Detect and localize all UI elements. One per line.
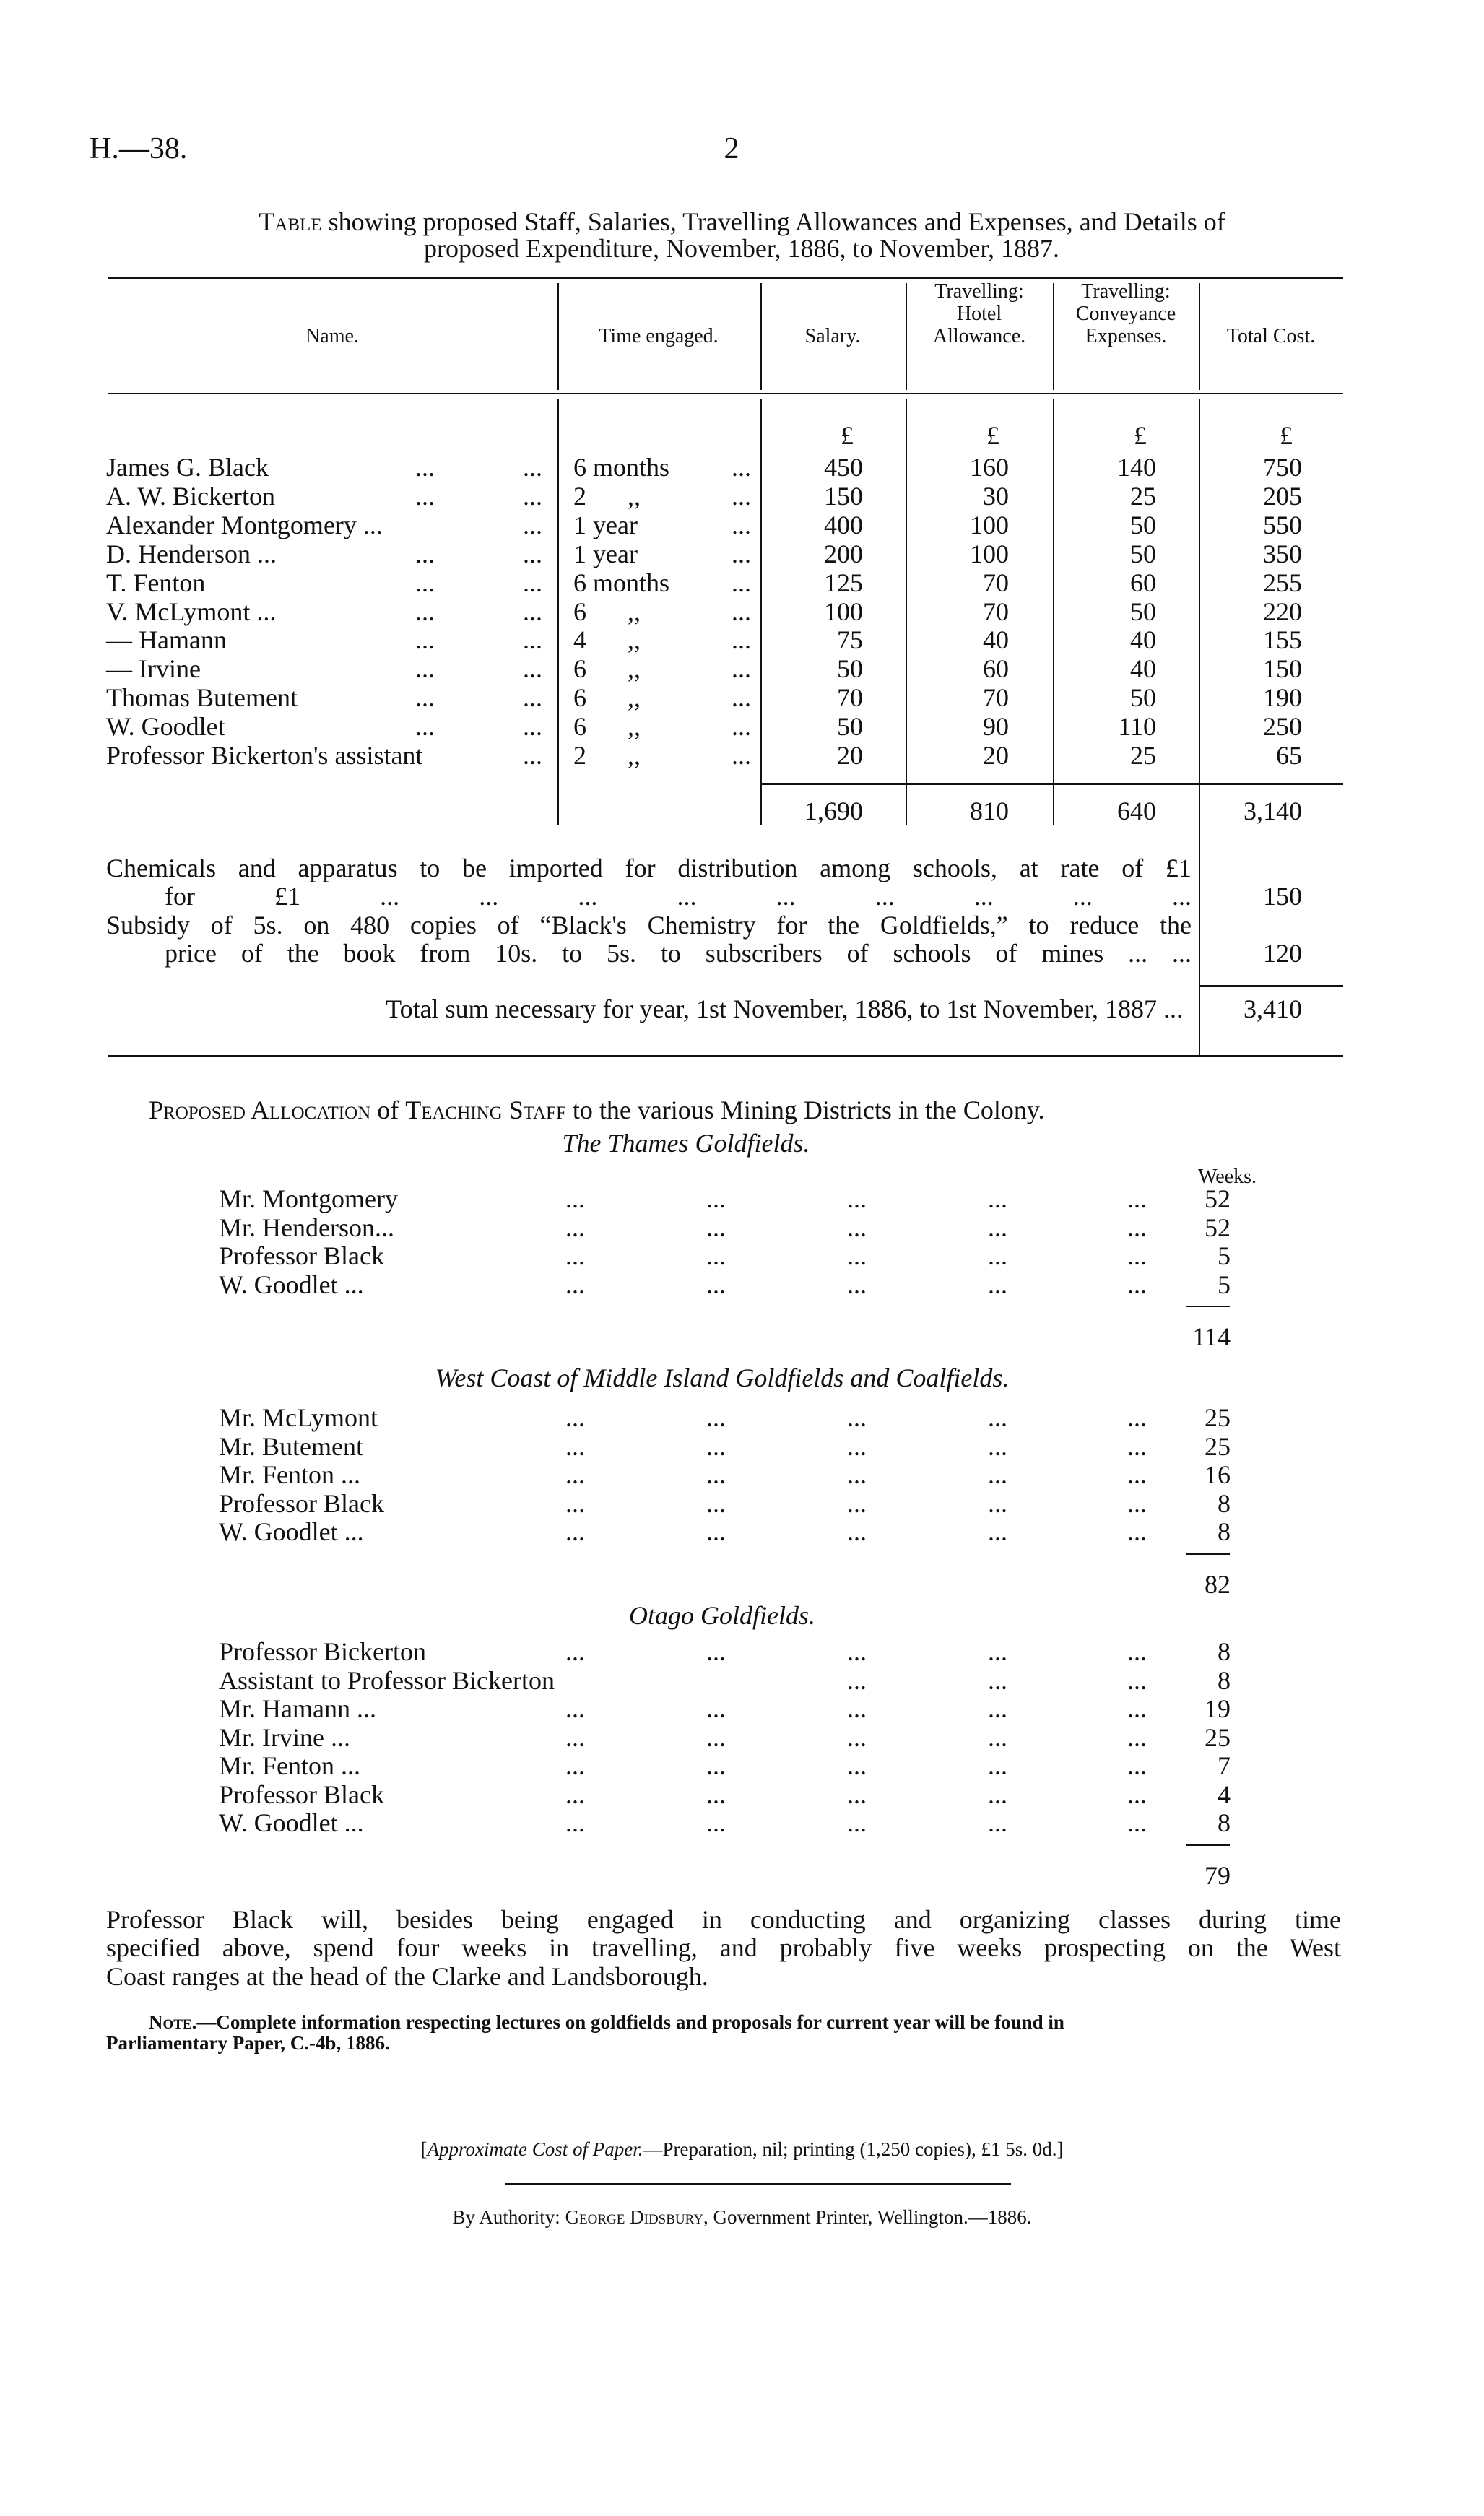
total-conveyance: 640 [1117, 797, 1156, 825]
conveyance-expenses: 140 [1117, 453, 1156, 482]
leader-dots: ... [565, 1779, 585, 1809]
allocation-name: Professor Black [219, 1488, 384, 1518]
leader-dots: ... [732, 654, 751, 684]
allocation-name: Professor Black [219, 1779, 384, 1809]
time-engaged: 1 year [573, 510, 638, 539]
leader-dots: ... [706, 1779, 726, 1809]
leader-dots: ... [988, 1722, 1007, 1752]
leader-dots: ... [847, 1722, 867, 1752]
column-header: Allowance. [932, 324, 1026, 347]
leader-dots: ... [847, 1779, 867, 1809]
table-header-rule [108, 393, 1343, 394]
leader-dots: ... [847, 1213, 867, 1242]
conveyance-expenses: 50 [1130, 683, 1156, 713]
leader-dots: ... [565, 1488, 585, 1518]
leader-dots: ... [988, 1665, 1007, 1695]
leader-dots: ... [988, 1213, 1007, 1242]
text-part: George Didsbury [565, 2206, 703, 2228]
hotel-allowance: 100 [970, 510, 1009, 539]
hotel-allowance: 70 [983, 597, 1009, 626]
allocation-weeks: 8 [1218, 1517, 1231, 1546]
allocation-weeks: 8 [1218, 1488, 1231, 1518]
text-part: Approximate Cost of Paper. [427, 2138, 643, 2160]
time-engaged: 6 months [573, 568, 670, 597]
leader-dots: ... [415, 712, 435, 742]
leader-dots: ... [523, 654, 542, 684]
conveyance-expenses: 40 [1130, 625, 1156, 655]
total-cost: 350 [1263, 539, 1302, 568]
leader-dots: ... [1127, 1779, 1147, 1809]
allocation-name: Mr. Butement [219, 1431, 363, 1461]
allocation-weeks: 8 [1218, 1665, 1231, 1695]
closing-paragraph-line: Coast ranges at the head of the Clarke and Landsborough. [106, 1962, 708, 1991]
leader-dots: ... [847, 1270, 867, 1299]
text-part: Proposed Allocation [149, 1096, 371, 1124]
leader-dots: ... [988, 1751, 1007, 1780]
salary: 75 [837, 625, 863, 655]
district-title: West Coast of Middle Island Goldfields and Coalfields. [435, 1363, 1010, 1392]
column-header: Travelling: [934, 279, 1024, 303]
extra-item-text: Subsidy of 5s. on 480 copies of “Black's Chemistry for the Goldfields,” to reduce the [106, 911, 1192, 940]
leader-dots: ... [988, 1241, 1007, 1270]
extra-item-text: price of the book from 10s. to 5s. to subscribers of schools of mines ... ... [165, 939, 1192, 968]
leader-dots: ... [1127, 1517, 1147, 1546]
conveyance-expenses: 50 [1130, 597, 1156, 626]
time-engaged: 1 year [573, 539, 638, 568]
staff-name: — Hamann [106, 625, 227, 655]
staff-name: Thomas Butement [106, 683, 298, 713]
text-part: By Authority: [452, 2206, 565, 2228]
allocation-name: Mr. Montgomery [219, 1184, 398, 1213]
hotel-allowance: 30 [983, 481, 1009, 511]
salary: 70 [837, 683, 863, 713]
district-total-weeks: 82 [1205, 1569, 1231, 1599]
time-engaged: 6 months [573, 453, 670, 482]
hotel-allowance: 90 [983, 712, 1009, 742]
conveyance-expenses: 50 [1130, 539, 1156, 568]
leader-dots: ... [1127, 1431, 1147, 1461]
time-engaged: 6 ,, [573, 683, 641, 713]
leader-dots: ... [1127, 1722, 1147, 1752]
leader-dots: ... [565, 1431, 585, 1461]
column-header: Travelling: [1081, 279, 1171, 303]
leader-dots: ... [1127, 1694, 1147, 1723]
text-part: to the various Mining Districts in the Colony. [565, 1096, 1045, 1124]
leader-dots: ... [523, 539, 542, 568]
allocation-weeks: 25 [1205, 1403, 1231, 1432]
leader-dots: ... [847, 1665, 867, 1695]
text-part: Teaching Staff [405, 1096, 566, 1124]
salary: 50 [837, 712, 863, 742]
currency-symbol: £ [841, 421, 854, 450]
time-engaged: 2 ,, [573, 741, 641, 770]
column-header: Total Cost. [1226, 324, 1316, 347]
column-divider [557, 399, 559, 825]
leader-dots: ... [732, 539, 751, 568]
table-bottom-rule [108, 1055, 1343, 1057]
closing-paragraph-line: specified above, spend four weeks in travelling, and probably five weeks prospecting on the West [106, 1933, 1341, 1962]
extra-item-amount: 120 [1263, 939, 1302, 968]
leader-dots: ... [706, 1722, 726, 1752]
allocation-weeks: 5 [1218, 1270, 1231, 1299]
district-title: The Thames Goldfields. [562, 1129, 810, 1158]
salary: 100 [824, 597, 863, 626]
leader-dots: ... [988, 1637, 1007, 1666]
allocation-weeks: 5 [1218, 1241, 1231, 1270]
leader-dots: ... [847, 1517, 867, 1546]
text-part: —Preparation, nil; printing (1,250 copies), £1 5s. 0d.] [643, 2138, 1064, 2160]
extra-item-text: Chemicals and apparatus to be imported for distribution among schools, at rate of £1 [106, 854, 1192, 882]
leader-dots: ... [1127, 1665, 1147, 1695]
salary: 450 [824, 453, 863, 482]
imprint [0, 2203, 1484, 2231]
leader-dots: ... [1127, 1751, 1147, 1780]
leader-dots: ... [523, 481, 542, 511]
leader-dots: ... [415, 453, 435, 482]
total-cost-sum: 3,140 [1244, 797, 1302, 825]
column-header: Conveyance [1075, 302, 1176, 325]
leader-dots: ... [1127, 1213, 1147, 1242]
total-cost: 750 [1263, 453, 1302, 482]
allocation-weeks: 25 [1205, 1722, 1231, 1752]
staff-name: James G. Black [106, 453, 269, 482]
staff-name: T. Fenton [106, 568, 206, 597]
text-part: of [370, 1096, 406, 1124]
closing-paragraph-line: Professor Black will, besides being engaged in conducting and organizing classes during time [106, 1905, 1341, 1934]
staff-name: — Irvine [106, 654, 201, 684]
cost-of-paper [0, 2135, 1484, 2164]
leader-dots: ... [523, 741, 542, 770]
leader-dots: ... [565, 1460, 585, 1489]
leader-dots: ... [1127, 1270, 1147, 1299]
text-part: Table [259, 207, 329, 236]
salary: 20 [837, 741, 863, 770]
allocation-weeks: 8 [1218, 1637, 1231, 1666]
leader-dots: ... [732, 625, 751, 655]
leader-dots: ... [706, 1184, 726, 1213]
allocation-name: Professor Black [219, 1241, 384, 1270]
currency-symbol: £ [1280, 421, 1293, 450]
leader-dots: ... [988, 1779, 1007, 1809]
salary: 200 [824, 539, 863, 568]
allocation-name: Assistant to Professor Bickerton [219, 1665, 555, 1695]
weeks-header: Weeks. [1198, 1166, 1257, 1188]
staff-name: Professor Bickerton's assistant [106, 741, 423, 770]
leader-dots: ... [415, 683, 435, 713]
currency-symbol: £ [986, 421, 999, 450]
allocation-weeks: 7 [1218, 1751, 1231, 1780]
allocation-weeks: 4 [1218, 1779, 1231, 1809]
extra-item-amount: 150 [1263, 882, 1302, 911]
text-part: showing proposed Staff, Salaries, Travelling Allowances and Expenses, and Details of [328, 207, 1225, 236]
leader-dots: ... [706, 1751, 726, 1780]
time-engaged: 6 ,, [573, 597, 641, 626]
leader-dots: ... [523, 568, 542, 597]
leader-dots: ... [732, 568, 751, 597]
leader-dots: ... [732, 481, 751, 511]
leader-dots: ... [415, 481, 435, 511]
leader-dots: ... [847, 1694, 867, 1723]
leader-dots: ... [1127, 1184, 1147, 1213]
total-cost: 220 [1263, 597, 1302, 626]
leader-dots: ... [565, 1722, 585, 1752]
leader-dots: ... [565, 1270, 585, 1299]
district-total-weeks: 114 [1192, 1322, 1231, 1351]
allocation-name: Mr. Irvine ... [219, 1722, 350, 1752]
leader-dots: ... [1127, 1241, 1147, 1270]
leader-dots: ... [1127, 1808, 1147, 1837]
salary: 150 [824, 481, 863, 511]
conveyance-expenses: 110 [1118, 712, 1156, 742]
leader-dots: ... [415, 654, 435, 684]
page-number: 2 [724, 132, 739, 165]
leader-dots: ... [706, 1213, 726, 1242]
allocation-name: Mr. Henderson... [219, 1213, 394, 1242]
staff-name: D. Henderson ... [106, 539, 277, 568]
paper-code: H.—38. [90, 132, 188, 165]
leader-dots: ... [706, 1431, 726, 1461]
leader-dots: ... [415, 539, 435, 568]
note-text: —Complete information respecting lectures on goldfields and proposals for current year will be found in [196, 2011, 1064, 2033]
leader-dots: ... [847, 1488, 867, 1518]
leader-dots: ... [523, 597, 542, 626]
hotel-allowance: 60 [983, 654, 1009, 684]
salary: 400 [824, 510, 863, 539]
allocation-weeks: 19 [1205, 1694, 1231, 1723]
leader-dots: ... [1127, 1403, 1147, 1432]
allocation-weeks: 52 [1205, 1184, 1231, 1213]
conveyance-expenses: 25 [1130, 741, 1156, 770]
leader-dots: ... [847, 1403, 867, 1432]
leader-dots: ... [732, 510, 751, 539]
total-cost: 155 [1263, 625, 1302, 655]
hotel-allowance: 70 [983, 683, 1009, 713]
allocation-name: Mr. Hamann ... [219, 1694, 376, 1723]
leader-dots: ... [847, 1637, 867, 1666]
leader-dots: ... [565, 1517, 585, 1546]
conveyance-expenses: 25 [1130, 481, 1156, 511]
leader-dots: ... [565, 1751, 585, 1780]
leader-dots: ... [988, 1431, 1007, 1461]
leader-dots: ... [847, 1808, 867, 1837]
totals-rule [760, 783, 1343, 785]
hotel-allowance: 20 [983, 741, 1009, 770]
staff-name: A. W. Bickerton [106, 481, 275, 511]
total-cost: 255 [1263, 568, 1302, 597]
table-title-line2: proposed Expenditure, November, 1886, to November, 1887. [424, 234, 1059, 263]
allocation-weeks: 16 [1205, 1460, 1231, 1489]
leader-dots: ... [706, 1241, 726, 1270]
leader-dots: ... [523, 510, 542, 539]
total-salary: 1,690 [804, 797, 863, 825]
allocation-weeks: 8 [1218, 1808, 1231, 1837]
column-header: Name. [305, 324, 359, 347]
extra-item-text: for £1 ... ... ... ... ... ... ... ... ... [165, 882, 1192, 911]
total-cost: 205 [1263, 481, 1302, 511]
leader-dots: ... [988, 1460, 1007, 1489]
leader-dots: ... [847, 1241, 867, 1270]
time-engaged: 4 ,, [573, 625, 641, 655]
text-part: , Government Printer, Wellington.—1886. [703, 2206, 1032, 2228]
allocation-weeks: 52 [1205, 1213, 1231, 1242]
total-cost: 190 [1263, 683, 1302, 713]
time-engaged: 6 ,, [573, 712, 641, 742]
district-total-weeks: 79 [1205, 1860, 1231, 1890]
leader-dots: ... [415, 568, 435, 597]
leader-dots: ... [415, 597, 435, 626]
leader-dots: ... [565, 1403, 585, 1432]
subtotal-rule [1186, 1553, 1230, 1555]
column-header: Expenses. [1085, 324, 1167, 347]
leader-dots: ... [988, 1694, 1007, 1723]
note-lead: Note. [149, 2011, 197, 2033]
leader-dots: ... [565, 1184, 585, 1213]
imprint-rule [505, 2183, 1011, 2185]
subtotal-rule [1186, 1844, 1230, 1846]
grand-total-label: Total sum necessary for year, 1st November, 1886, to 1st November, 1887 ... [386, 994, 1183, 1023]
leader-dots: ... [523, 453, 542, 482]
leader-dots: ... [732, 712, 751, 742]
total-hotel: 810 [970, 797, 1009, 825]
conveyance-expenses: 60 [1130, 568, 1156, 597]
leader-dots: ... [706, 1488, 726, 1518]
staff-name: W. Goodlet [106, 712, 225, 742]
leader-dots: ... [415, 625, 435, 655]
hotel-allowance: 70 [983, 568, 1009, 597]
leader-dots: ... [988, 1403, 1007, 1432]
leader-dots: ... [988, 1517, 1007, 1546]
time-engaged: 6 ,, [573, 654, 641, 684]
leader-dots: ... [1127, 1637, 1147, 1666]
leader-dots: ... [565, 1808, 585, 1837]
grand-total-rule [1199, 985, 1343, 987]
leader-dots: ... [847, 1184, 867, 1213]
leader-dots: ... [732, 741, 751, 770]
leader-dots: ... [706, 1270, 726, 1299]
leader-dots: ... [706, 1694, 726, 1723]
staff-name: V. McLymont ... [106, 597, 277, 626]
leader-dots: ... [847, 1431, 867, 1461]
leader-dots: ... [988, 1270, 1007, 1299]
total-cost: 250 [1263, 712, 1302, 742]
time-engaged: 2 ,, [573, 481, 641, 511]
salary: 125 [824, 568, 863, 597]
leader-dots: ... [706, 1403, 726, 1432]
hotel-allowance: 160 [970, 453, 1009, 482]
allocation-title [149, 1096, 1044, 1124]
total-cost: 150 [1263, 654, 1302, 684]
leader-dots: ... [1127, 1488, 1147, 1518]
allocation-weeks: 25 [1205, 1431, 1231, 1461]
salary: 50 [837, 654, 863, 684]
conveyance-expenses: 40 [1130, 654, 1156, 684]
total-cost: 65 [1276, 741, 1302, 770]
leader-dots: ... [847, 1460, 867, 1489]
allocation-name: Professor Bickerton [219, 1637, 426, 1666]
subtotal-rule [1186, 1306, 1230, 1307]
allocation-name: W. Goodlet ... [219, 1808, 364, 1837]
allocation-name: Mr. McLymont [219, 1403, 378, 1432]
allocation-name: W. Goodlet ... [219, 1517, 364, 1546]
leader-dots: ... [706, 1808, 726, 1837]
hotel-allowance: 100 [970, 539, 1009, 568]
note-line: Parliamentary Paper, C.-4b, 1886. [106, 2032, 390, 2054]
leader-dots: ... [988, 1184, 1007, 1213]
leader-dots: ... [523, 625, 542, 655]
leader-dots: ... [565, 1241, 585, 1270]
district-title: Otago Goldfields. [629, 1601, 815, 1630]
leader-dots: ... [565, 1213, 585, 1242]
leader-dots: ... [706, 1460, 726, 1489]
allocation-name: Mr. Fenton ... [219, 1460, 361, 1489]
column-header: Hotel [956, 302, 1002, 325]
allocation-name: Mr. Fenton ... [219, 1751, 361, 1780]
leader-dots: ... [523, 712, 542, 742]
table-title-line1 [0, 207, 1484, 236]
staff-name: Alexander Montgomery ... [106, 510, 383, 539]
leader-dots: ... [847, 1751, 867, 1780]
conveyance-expenses: 50 [1130, 510, 1156, 539]
leader-dots: ... [1127, 1460, 1147, 1489]
leader-dots: ... [706, 1637, 726, 1666]
leader-dots: ... [706, 1517, 726, 1546]
leader-dots: ... [565, 1694, 585, 1723]
text-part: [ [420, 2138, 428, 2160]
leader-dots: ... [988, 1488, 1007, 1518]
leader-dots: ... [565, 1637, 585, 1666]
leader-dots: ... [732, 597, 751, 626]
grand-total-amount: 3,410 [1244, 994, 1302, 1023]
currency-symbol: £ [1134, 421, 1147, 450]
column-header: Time engaged. [599, 324, 719, 347]
leader-dots: ... [732, 453, 751, 482]
hotel-allowance: 40 [983, 625, 1009, 655]
total-cost: 550 [1263, 510, 1302, 539]
column-header: Salary. [804, 324, 861, 347]
leader-dots: ... [523, 683, 542, 713]
allocation-name: W. Goodlet ... [219, 1270, 364, 1299]
leader-dots: ... [732, 683, 751, 713]
leader-dots: ... [988, 1808, 1007, 1837]
